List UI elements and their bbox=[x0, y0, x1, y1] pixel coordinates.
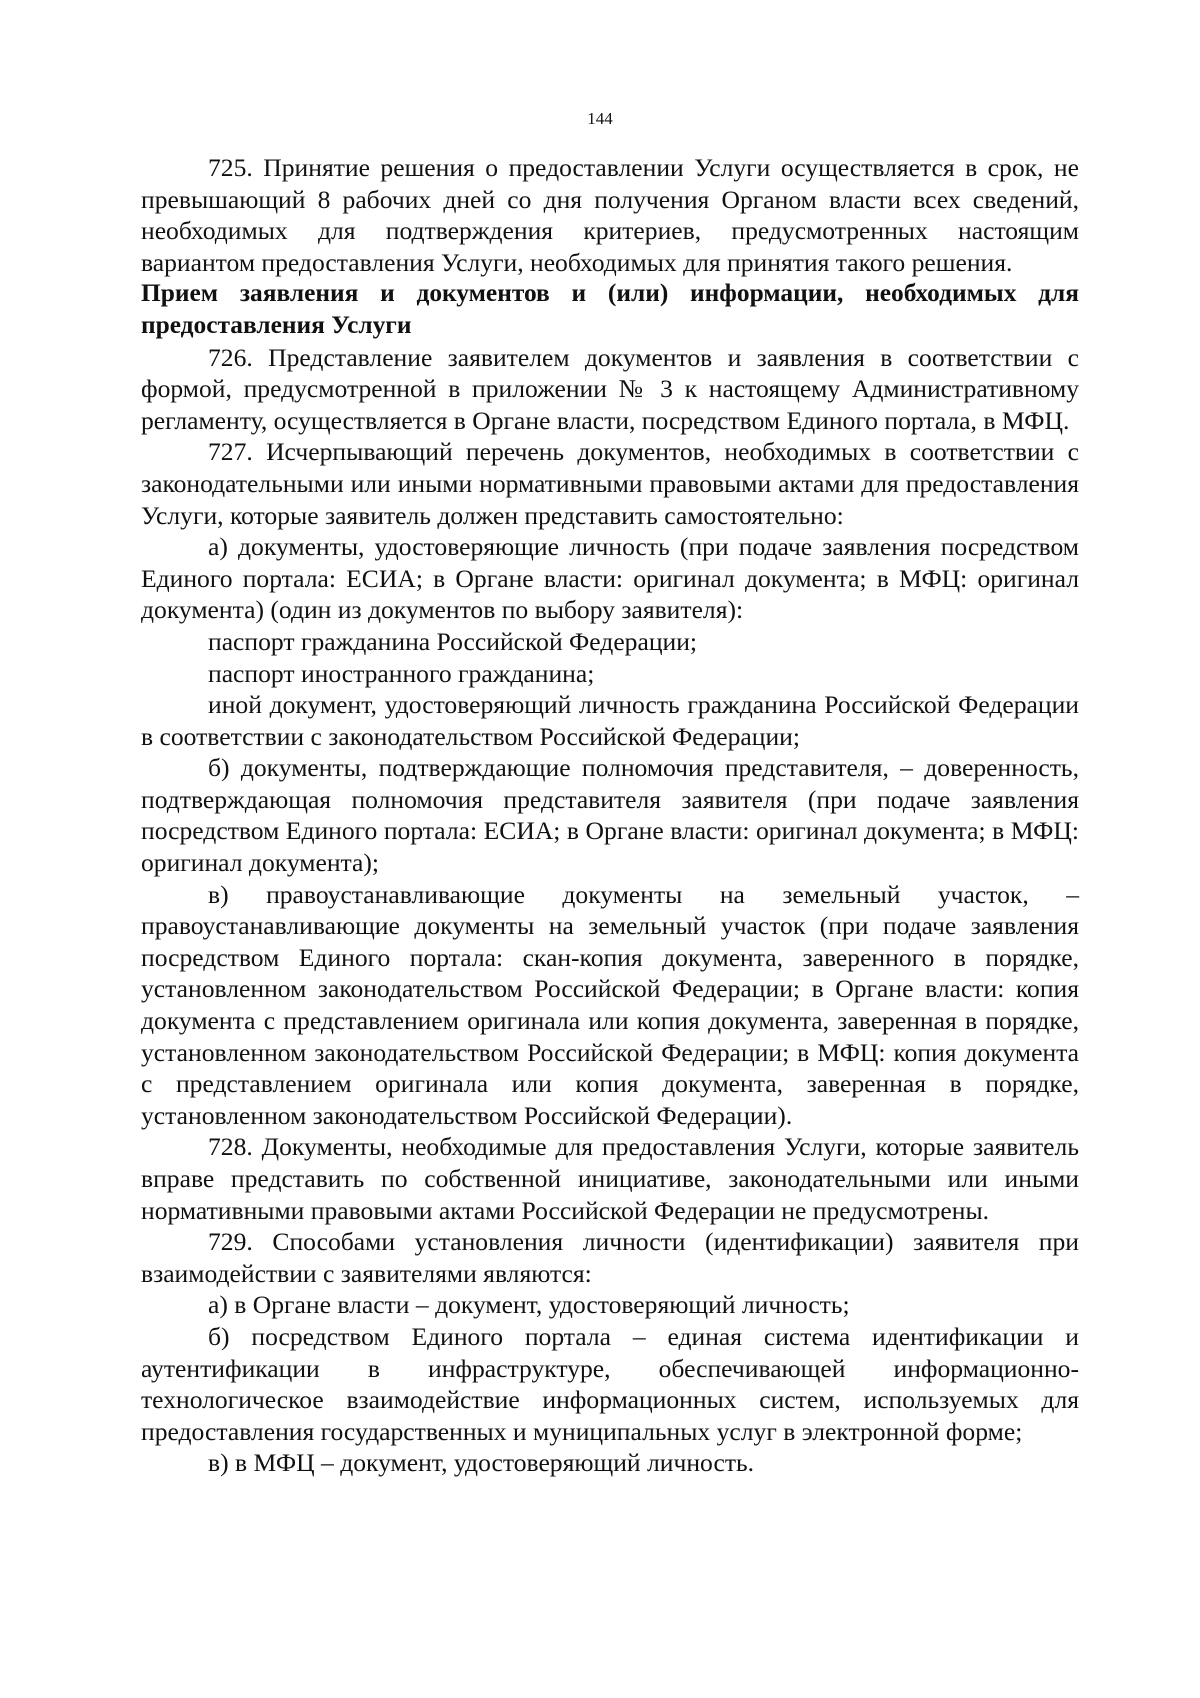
document-body bbox=[141, 152, 1079, 1479]
method-item-a: а) в Органе власти – документ, удостоверяющий личность; bbox=[208, 1290, 850, 1320]
list-item-v: в) правоустанавливающие документы на земельный участок, – правоустанавливающие документы на земельный участок (при подаче заявления посредством Единого портала: скан-копия документа, заверенного в порядке, установленном законодательством Российской Федерации; в Органе власти: копия документа с представлением оригинала или копия документа, заверенная в порядке, установленном законодательством Российской Федерации; в МФЦ: копия документа с представлением оригинала или копия документа, заверенная в порядке, установленном законодательством Российской Федерации). bbox=[141, 879, 1079, 1130]
paragraph-726: 726. Представление заявителем документов и заявления в соответствии с формой, предусмотренной в приложении № 3 к настоящему Административному регламенту, осуществляется в Органе власти, посредством Единого портала, в МФЦ. bbox=[141, 342, 1079, 435]
paragraph-727: 727. Исчерпывающий перечень документов, необходимых в соответствии с законодательными или иными нормативными правовыми актами для предоставления Услуги, которые заявитель должен представить самостоятельно: bbox=[141, 437, 1079, 530]
paragraph-725: 725. Принятие решения о предоставлении Услуги осуществляется в срок, не превышающий 8 рабочих дней со дня получения Органом власти всех сведений, необходимых для подтверждения критериев, предусмотренных настоящим вариантом предоставления Услуги, необходимых для принятия такого решения. bbox=[141, 153, 1079, 277]
list-item-b: б) документы, подтверждающие полномочия представителя, – доверенность, подтверждающая полномочия представителя заявителя (при подаче заявления посредством Единого портала: ЕСИА; в Органе власти: оригинал документа; в МФЦ: оригинал документа); bbox=[141, 753, 1079, 878]
section-heading: Прием заявления и документов и (или) информации, необходимых для предоставления Услуги bbox=[141, 279, 1079, 339]
method-item-v: в) в МФЦ – документ, удостоверяющий личность. bbox=[208, 1448, 755, 1478]
list-subitem-foreign-passport: паспорт иностранного гражданина; bbox=[208, 658, 595, 688]
list-subitem-passport-rf: паспорт гражданина Российской Федерации; bbox=[208, 626, 698, 656]
paragraph-729: 729. Способами установления личности (идентификации) заявителя при взаимодействии с заявителями являются: bbox=[141, 1227, 1079, 1288]
paragraph-728: 728. Документы, необходимые для предоставления Услуги, которые заявитель вправе представить по собственной инициативе, законодательными или иными нормативными правовыми актами Российской Федерации не предусмотрены. bbox=[141, 1132, 1079, 1225]
list-subitem-other-document: иной документ, удостоверяющий личность гражданина Российской Федерации в соответствии с законодательством Российской Федерации; bbox=[141, 690, 1079, 751]
page-number: 144 bbox=[587, 109, 613, 128]
list-item-a: а) документы, удостоверяющие личность (при подаче заявления посредством Единого портала: ЕСИА; в Органе власти: оригинал документа; в МФЦ: оригинал документа) (один из документов по выбору заявителя): bbox=[141, 532, 1079, 625]
method-item-b: б) посредством Единого портала – единая система идентификации и аутентификации в инфраструктуре, обеспечивающей информационно-технологическое взаимодействие информационных систем, используемых для предоставления государственных и муниципальных услуг в электронной форме; bbox=[141, 1321, 1079, 1446]
